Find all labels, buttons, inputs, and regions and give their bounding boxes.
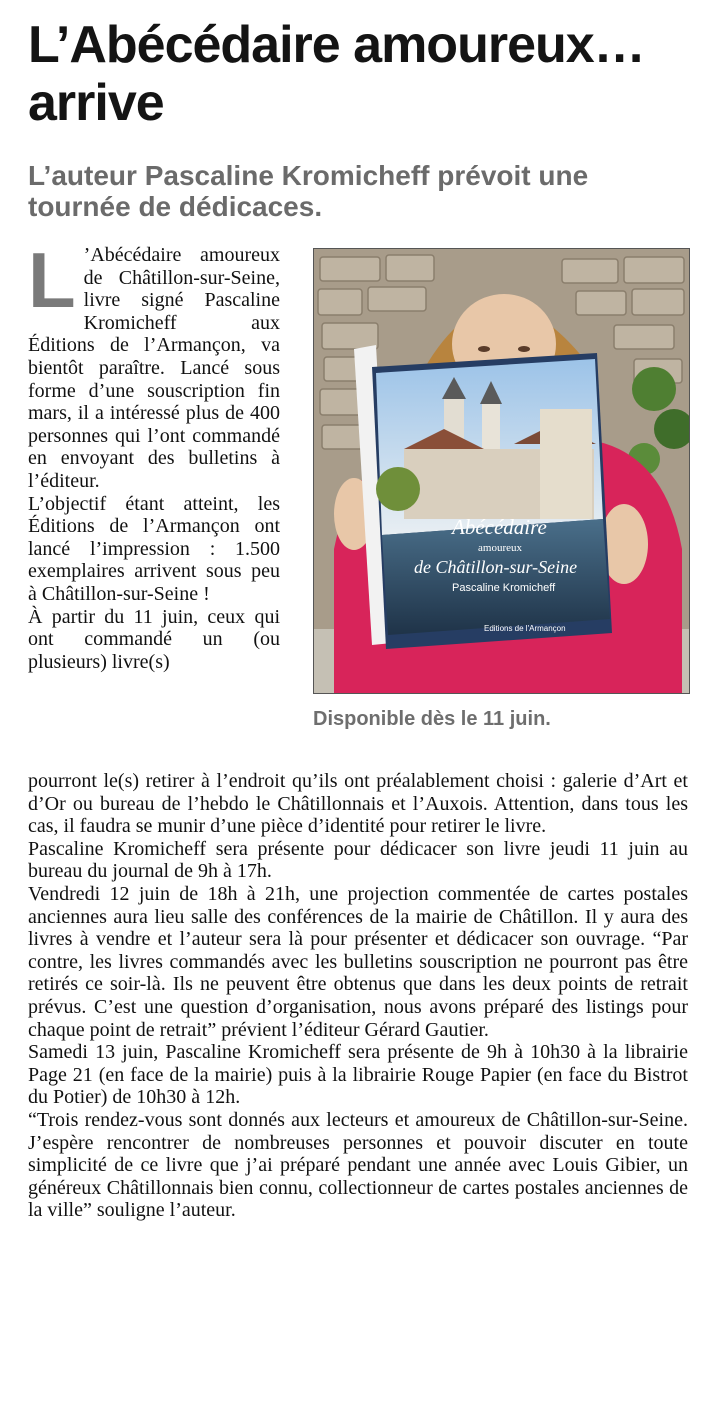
article-headline: L’Abécédaire amoureux… arrive bbox=[28, 16, 645, 132]
book-author: Pascaline Kromicheff bbox=[452, 582, 556, 594]
photo-caption: Disponible dès le 11 juin. bbox=[313, 708, 551, 730]
article-photo bbox=[313, 248, 690, 694]
book-subtitle: amoureux bbox=[478, 542, 522, 554]
paragraph-2: L’objectif étant atteint, les Éditions de l’Armançon ont lancé l’impression : 1.500 exemplaires arrivent sous peu à Châtillon-sur-Seine ! bbox=[28, 492, 280, 605]
paragraph-3-end: pourront le(s) retirer à l’endroit qu’ils ont préalablement choisi : galerie d’Art et d’Or ou bureau de l’hebdo le Châtillonnais et l’Auxois. Attention, dans tous les cas, il faudra se munir d’une pièce d’identité pour retirer le livre. bbox=[28, 770, 688, 838]
article-subheadline: L’auteur Pascaline Kromicheff prévoit une tournée de dédicaces. bbox=[28, 160, 589, 222]
article-full-width-column bbox=[28, 770, 688, 1222]
paragraph-5: Vendredi 12 juin de 18h à 21h, une projection commentée de cartes postales anciennes aura lieu salle des conférences de la mairie de Châtillon. Il y aura des livres à vendre et l’auteur sera là pour présenter et dédicacer son ouvrage. “Par contre, les livres commandés avec les bulletins souscription ne pourront pas être retirés ce soir-là. Ils ne peuvent être obtenus que dans les deux points de retrait prévus. C’est une question d’organisation, nous avons préparé des listings pour chaque point de retrait” prévient l’éditeur Gérard Gautier. bbox=[28, 882, 688, 1041]
article-left-column bbox=[28, 236, 280, 673]
drop-cap: L bbox=[28, 236, 76, 324]
book-place: de Châtillon-sur-Seine bbox=[414, 557, 578, 577]
book-publisher: Editions de l'Armançon bbox=[484, 624, 566, 633]
paragraph-3-start: À partir du 11 juin, ceux qui ont commandé un (ou plusieurs) livre(s) bbox=[28, 605, 280, 673]
paragraph-7: “Trois rendez-vous sont donnés aux lecteurs et amoureux de Châtillon-sur-Seine. J’espère rencontrer de nombreuses personnes et pouvoir discuter en toute simplicité de ce livre que j’ai préparé pendant une année avec Louis Gibier, un généreux Châtillonnais bien connu, collectionneur de cartes postales anciennes de la ville” souligne l’auteur. bbox=[28, 1108, 688, 1222]
paragraph-1: ’Abécédaire amoureux de Châtillon-sur-Seine, livre signé Pascaline Kromicheff aux Éditions de l’Armançon, va bientôt paraître. Lancé sous forme d’une souscription fin mars, il a intéressé plus de 400 personnes qui l’ont commandé en envoyant des bulletins à l’éditeur. bbox=[28, 244, 280, 492]
paragraph-4: Pascaline Kromicheff sera présente pour dédicacer son livre jeudi 11 juin au bureau du journal de 9h à 17h. bbox=[28, 837, 688, 883]
book-title: Abécédaire bbox=[452, 515, 547, 539]
photo-illustration bbox=[314, 249, 689, 693]
book-cover bbox=[372, 353, 612, 649]
paragraph-6: Samedi 13 juin, Pascaline Kromicheff sera présente de 9h à 10h30 à la librairie Page 21 (en face de la mairie) puis à la librairie Rouge Papier (en face du Bistrot du Potier) de 10h30 à 12h. bbox=[28, 1041, 688, 1109]
